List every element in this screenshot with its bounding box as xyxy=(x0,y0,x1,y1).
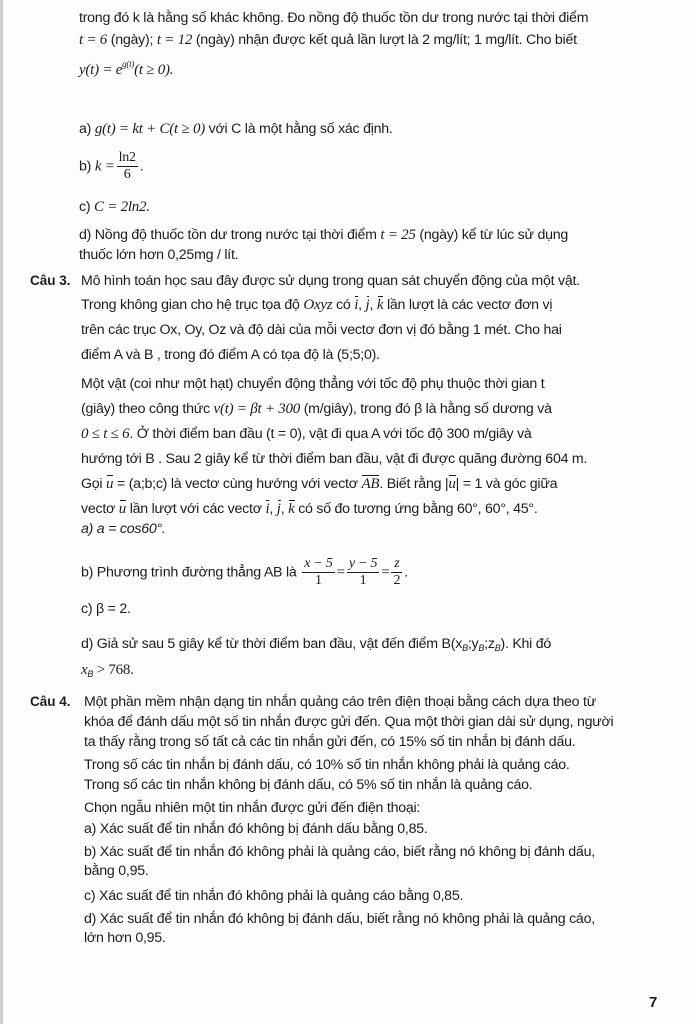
prev-line-2: t = 6 (ngày); t = 12 (ngày) nhận được kết quả lần lượt là 2 mg/lít; 1 mg/lít. Cho biết xyxy=(79,32,577,48)
q4-line-2: khóa để đánh dấu một số tin nhắn được gửi đến. Qua một thời gian dài sử dụng, người xyxy=(84,714,614,730)
q4-option-b-line-1: b) Xác suất để tin nhắn đó không phải là quảng cáo, biết rằng nó không bị đánh dấu, xyxy=(84,844,595,860)
q4-option-d-line-2: lớn hơn 0,95. xyxy=(84,930,166,946)
question-3-label: Câu 3. xyxy=(30,273,71,288)
q4-option-a: a) Xác suất để tin nhắn đó không bị đánh dấu bằng 0,85. xyxy=(84,821,428,837)
q3-line-9: Gọi u = (a;b;c) là vectơ cùng hướng với vectơ AB. Biết rằng |u| = 1 và góc giữa xyxy=(81,476,558,492)
prev-option-a: a) g(t) = kt + C(t ≥ 0) với C là một hằng số xác định. xyxy=(79,121,393,137)
prev-option-c: c) C = 2ln2. xyxy=(79,199,150,215)
q3-option-b: b) Phương trình đường thẳng AB là $\frac{x - 5}{1}$ = $\frac{y - 5}{1}$ = $\frac{z}{2}$ . xyxy=(81,556,408,588)
page-number: 7 xyxy=(649,994,658,1011)
q4-line-4: Trong số các tin nhắn bị đánh dấu, có 10% số tin nhắn không phải là quảng cáo. xyxy=(84,757,570,773)
prev-line-1: trong đó k là hằng số khác không. Đo nồng độ thuốc tồn dư trong nước tại thời điểm xyxy=(79,10,589,26)
q3-line-10: vectơ u lần lượt với các vectơ i, j, k có số đo tương ứng bằng 60°, 60°, 45°. xyxy=(81,501,538,517)
q3-line-7: 0 ≤ t ≤ 6. Ở thời điểm ban đầu (t = 0), vật đi qua A với tốc độ 300 m/giây và xyxy=(81,426,532,442)
prev-line-3: $y(t) = e^{g(t)}(t \ge 0)$. xyxy=(79,59,174,78)
fraction-z: $\frac{z}{2}$ xyxy=(393,556,401,588)
question-4-label: Câu 4. xyxy=(30,694,71,709)
q3-line-1: Mô hình toán học sau đây được sử dụng trong quan sát chuyển động của một vật. xyxy=(81,273,580,289)
q4-line-5: Trong số các tin nhắn không bị đánh dấu, có 5% số tin nhắn là quảng cáo. xyxy=(84,777,533,793)
q3-line-5: Một vật (coi như một hạt) chuyển động thẳng với tốc độ phụ thuộc thời gian t xyxy=(81,376,545,392)
q3-option-c: c) β = 2. xyxy=(81,601,131,617)
q4-line-6: Chọn ngẫu nhiên một tin nhắn được gửi đến điện thoại: xyxy=(84,800,421,816)
q3-line-8: hướng tới B . Sau 2 giây kể từ thời điểm ban đầu, vật đi được quãng đường 604 m. xyxy=(81,451,588,467)
q3-option-d-line-1: d) Giả sử sau 5 giây kể từ thời điểm ban đầu, vật đến điểm $B(x_B;y_B;z_B)$. Khi đó xyxy=(81,636,552,653)
fraction-y: $\frac{y - 5}{1}$ xyxy=(348,556,378,588)
prev-option-b: b) k = $\frac{\ln 2}{6}$ . xyxy=(79,150,144,182)
q4-option-c: c) Xác suất để tin nhắn đó không phải là quảng cáo bằng 0,85. xyxy=(84,888,464,904)
q4-line-1: Một phần mềm nhận dạng tin nhắn quảng cáo trên điện thoại bằng cách dựa theo từ xyxy=(84,694,596,710)
prev-option-d-line-1: d) Nồng độ thuốc tồn dư trong nước tại thời điểm t = 25 (ngày) kể từ lúc sử dụng xyxy=(79,227,569,243)
q3-option-d-line-2: $x_B > 768$. xyxy=(81,662,134,679)
q4-line-3: ta thấy rằng trong số tất cả các tin nhắn gửi đến, có 15% số tin nhắn bị đánh dấu. xyxy=(84,734,576,750)
fraction: $\frac{\ln 2}{6}$ xyxy=(118,150,136,182)
q3-line-4: điểm A và B , trong đó điểm A có tọa độ là (5;5;0). xyxy=(81,347,380,363)
q3-option-a: a) a = cos60°. xyxy=(81,521,166,537)
fraction-x: $\frac{x - 5}{1}$ xyxy=(304,556,333,588)
q3-line-3: trên các trục Ox, Oy, Oz và độ dài của mỗi vectơ đơn vị đó bằng 1 mét. Cho hai xyxy=(81,322,562,338)
q4-option-d-line-1: d) Xác suất để tin nhắn đó không bị đánh dấu, biết rằng nó không phải là quảng cáo, xyxy=(84,911,595,927)
scan-edge xyxy=(0,0,3,1024)
q3-line-2: Trong không gian cho hệ trục tọa độ Oxyz có i, j, k lần lượt là các vectơ đơn vị xyxy=(81,297,553,313)
q3-line-6: (giây) theo công thức v(t) = βt + 300 (m/giây), trong đó β là hằng số dương và xyxy=(81,401,552,417)
q4-option-b-line-2: bằng 0,95. xyxy=(84,863,149,879)
prev-option-d-line-2: thuốc lớn hơn 0,25mg / lít. xyxy=(79,247,239,263)
